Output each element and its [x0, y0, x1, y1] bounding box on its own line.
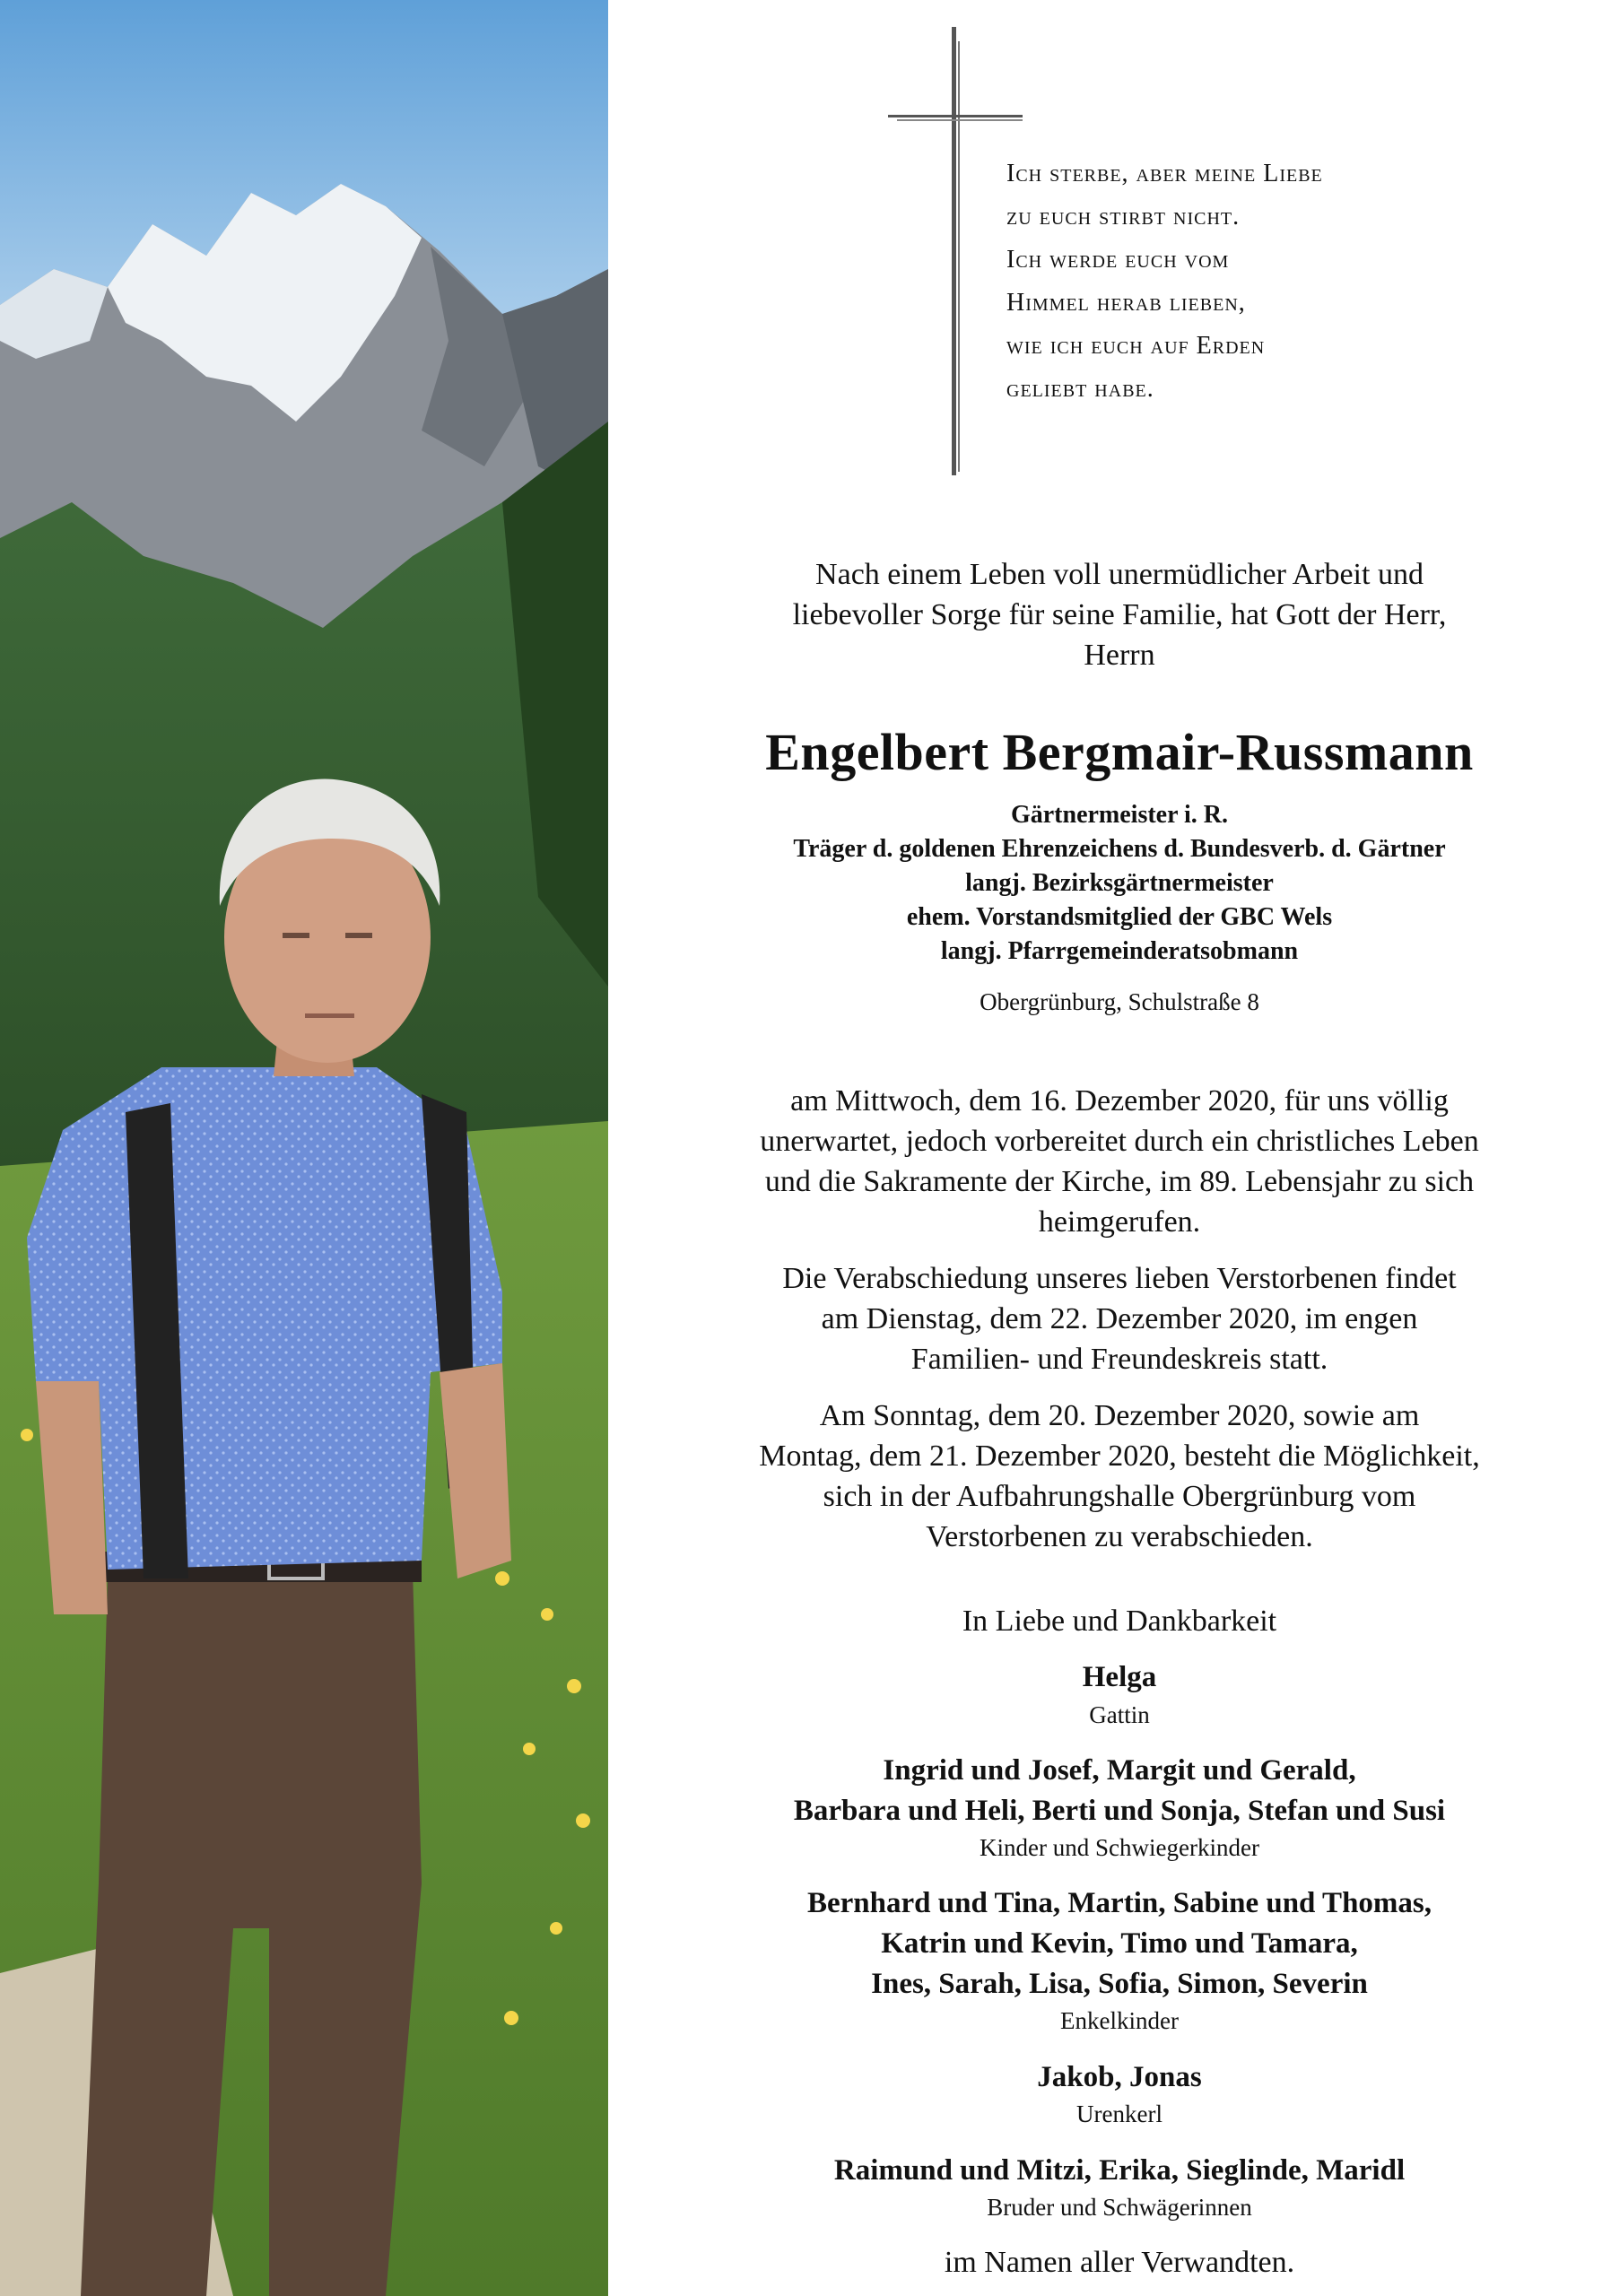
signoff-line: im Namen aller Verwandten. — [944, 2246, 1295, 2279]
intro-line: Nach einem Leben voll unermüdlicher Arbeit und — [815, 558, 1424, 591]
verse-line: zu euch stirbt nicht. — [1006, 203, 1241, 230]
family-names: Jakob, Jonas — [1037, 2061, 1202, 2093]
family-names: Ines, Sarah, Lisa, Sofia, Simon, Severin — [871, 1968, 1368, 2000]
viewing-line: Montag, dem 21. Dezember 2020, besteht die Möglichkeit, — [759, 1439, 1480, 1473]
family-names: Katrin und Kevin, Timo und Tamara, — [881, 1927, 1358, 1960]
farewell-line: Familien- und Freundeskreis statt. — [910, 1343, 1328, 1376]
farewell-line: Die Verabschiedung unseres lieben Verstorbenen findet — [782, 1262, 1457, 1295]
family-names: Barbara und Heli, Berti und Sonja, Stefan und Susi — [793, 1795, 1446, 1827]
deceased-title: langj. Bezirksgärtnermeister — [965, 869, 1274, 897]
death-notice-line: und die Sakramente der Kirche, im 89. Lebensjahr zu sich — [764, 1165, 1475, 1198]
verse-line: geliebt habe. — [1006, 375, 1154, 403]
death-notice-line: am Mittwoch, dem 16. Dezember 2020, für uns völlig — [790, 1084, 1449, 1118]
family-names: Raimund und Mitzi, Erika, Sieglinde, Maridl — [833, 2154, 1406, 2187]
verse-line: Ich werde euch vom — [1006, 246, 1230, 274]
verse-line: Ich sterbe, aber meine Liebe — [1006, 160, 1323, 187]
deceased-title: Träger d. goldenen Ehrenzeichens d. Bundesverb. d. Gärtner — [793, 835, 1446, 863]
viewing-line: Am Sonntag, dem 20. Dezember 2020, sowie am — [819, 1399, 1420, 1432]
death-notice-line: heimgerufen. — [1038, 1205, 1201, 1239]
verse-line: Himmel herab lieben, — [1006, 289, 1246, 317]
obituary-text-column — [628, 0, 1611, 2296]
family-relation: Enkelkinder — [1060, 2007, 1179, 2034]
cross-icon-bar — [888, 115, 1023, 117]
memorial-verse — [1006, 152, 1473, 411]
cross-icon-shadow — [958, 41, 960, 472]
intro-line: Herrn — [1084, 639, 1155, 672]
portrait-photo — [0, 0, 608, 2296]
deceased-address: Obergrünburg, Schulstraße 8 — [980, 988, 1259, 1015]
deceased-name: Engelbert Bergmair-Russmann — [765, 723, 1474, 781]
farewell-line: am Dienstag, dem 22. Dezember 2020, im engen — [821, 1302, 1418, 1335]
deceased-title: Gärtnermeister i. R. — [1010, 801, 1229, 829]
family-names: Helga — [1082, 1661, 1157, 1693]
closing-line: In Liebe und Dankbarkeit — [962, 1605, 1277, 1638]
family-names: Ingrid und Josef, Margit und Gerald, — [883, 1754, 1356, 1787]
death-notice-line: unerwartet, jedoch vorbereitet durch ein christliches Leben — [760, 1125, 1479, 1158]
family-relation: Kinder und Schwiegerkinder — [980, 1834, 1259, 1861]
family-relation: Urenkerl — [1076, 2100, 1163, 2127]
cross-icon — [952, 27, 956, 475]
verse-line: wie ich euch auf Erden — [1006, 332, 1266, 360]
deceased-title: langj. Pfarrgemeinderatsobmann — [940, 937, 1299, 965]
deceased-title: ehem. Vorstandsmitglied der GBC Wels — [906, 903, 1333, 931]
family-relation: Gattin — [1089, 1701, 1150, 1728]
family-relation: Bruder und Schwägerinnen — [987, 2194, 1252, 2221]
cross-icon-bar-shadow — [897, 119, 1023, 121]
family-names: Bernhard und Tina, Martin, Sabine und Thomas, — [807, 1887, 1432, 1919]
viewing-line: Verstorbenen zu verabschieden. — [926, 1520, 1313, 1553]
viewing-line: sich in der Aufbahrungshalle Obergrünburg vom — [823, 1480, 1416, 1513]
intro-line: liebevoller Sorge für seine Familie, hat Gott der Herr, — [792, 598, 1447, 631]
